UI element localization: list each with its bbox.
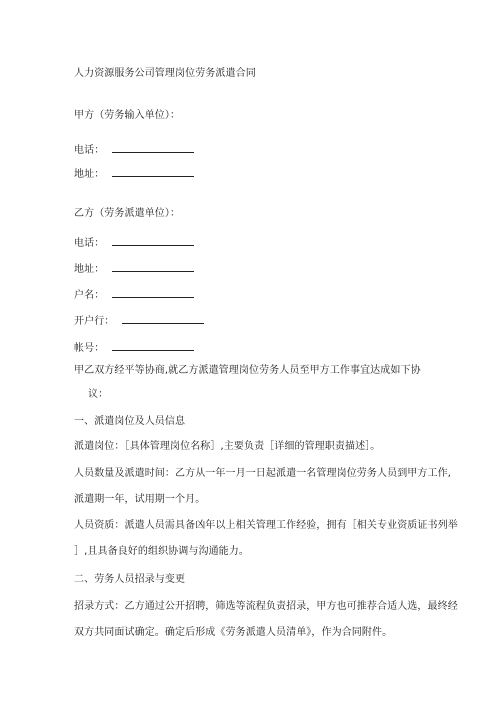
party-a-phone-row [74, 141, 194, 158]
section-2-heading: 二、劳务人员招录与变更 [74, 574, 186, 585]
intro-line-2: 议： [88, 389, 109, 400]
section-1-count-line-1: 人员数量及派遣时间：乙方从一年一月一日起派遣一名管理岗位劳务人员到甲方工作, [74, 468, 451, 479]
party-b-phone-row [74, 234, 194, 251]
party-b-account-no-label: 帐号： [74, 343, 105, 354]
party-b-address-blank [112, 260, 194, 272]
party-a-heading: 甲方（劳务输入单位）： [74, 110, 181, 121]
party-a-address-blank [112, 165, 194, 177]
party-b-bank-blank [122, 312, 204, 324]
party-a-phone-label: 电话： [74, 145, 105, 156]
party-b-address-label: 地址： [74, 264, 105, 275]
party-b-phone-blank [112, 234, 194, 246]
section-2-recruit-line-1: 招录方式：乙方通过公开招聘，筛选等流程负责招录，甲方也可推荐合适人选，最终经 [74, 601, 458, 612]
party-b-account-name-label: 户名： [74, 290, 105, 301]
party-b-bank-row [74, 312, 204, 329]
party-a-phone-blank [112, 141, 194, 153]
section-1-heading: 一、派遣岗位及人员信息 [74, 416, 186, 427]
document-title: 人力资源服务公司管理岗位劳务派遣合同 [74, 68, 256, 79]
party-b-account-no-row [74, 339, 194, 356]
party-b-heading: 乙方（劳务派遣单位）： [74, 208, 181, 219]
section-1-qual-line-1: 人员资质：派遣人员需具备凶年以上相关管理工作经验，拥有［相关专业资质证书列举 [74, 520, 458, 531]
party-b-account-no-blank [112, 339, 194, 351]
party-b-phone-label: 电话： [74, 238, 105, 249]
section-1-qual-line-2: ］,且具备良好的组织协调与沟通能力。 [74, 546, 249, 557]
party-b-account-name-blank [112, 286, 194, 298]
party-b-account-name-row [74, 286, 194, 303]
party-b-bank-label: 开户行： [74, 316, 115, 327]
party-b-address-row [74, 260, 194, 277]
intro-line-1: 甲乙双方经平等协商,就乙方派遣管理岗位劳务人员至甲方工作事宜达成如下协 [74, 365, 421, 376]
section-1-post: 派遣岗位：［具体管理岗位名称］,主要负责［详细的管理职责描述］。 [74, 441, 381, 452]
section-2-recruit-line-2: 双方共同面试确定。确定后形成《劳务派遣人员清单》，作为合同附件。 [74, 627, 393, 638]
party-a-address-row [74, 165, 194, 182]
section-1-count-line-2: 派遣期一年，试用期一个月。 [74, 494, 206, 505]
party-a-address-label: 地址： [74, 169, 105, 180]
